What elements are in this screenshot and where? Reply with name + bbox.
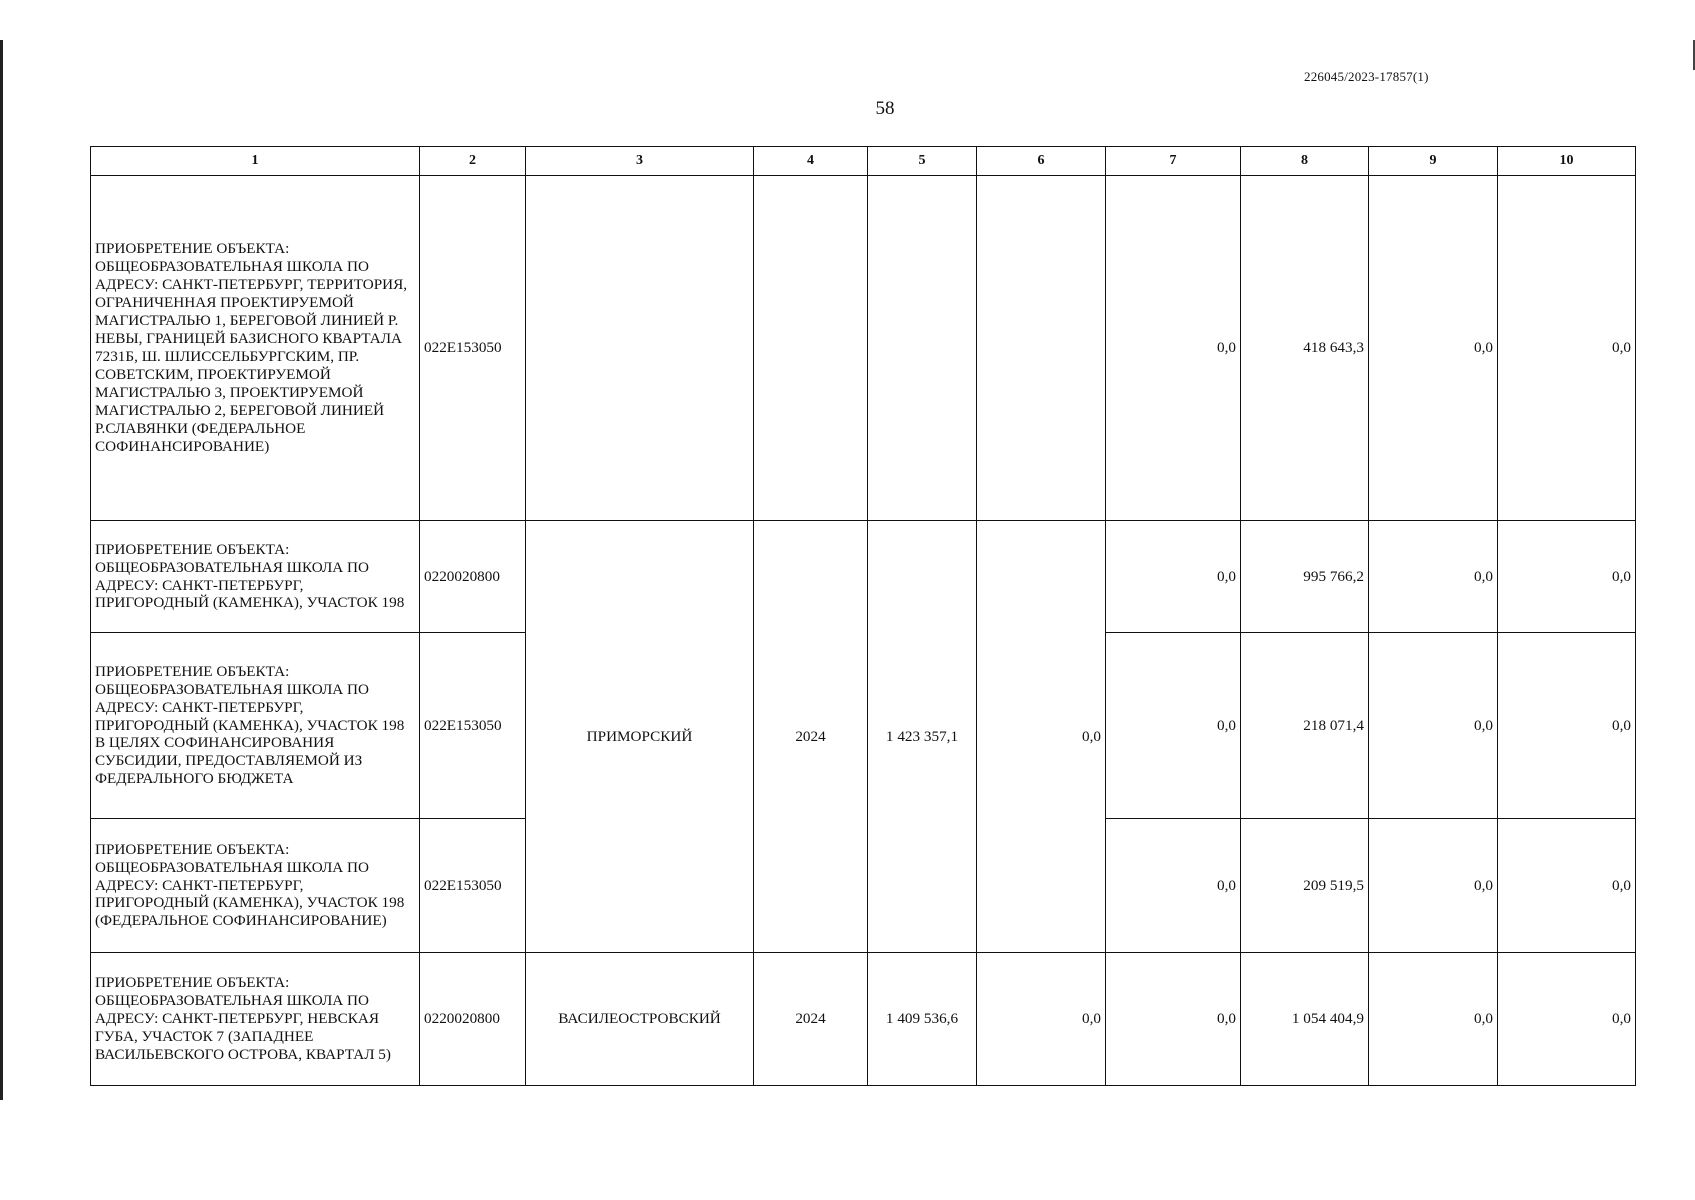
- row-col5-empty: [868, 176, 977, 521]
- row-district-empty: [526, 176, 754, 521]
- table-row: [91, 176, 1636, 521]
- row-col6-empty: [977, 176, 1106, 521]
- budget-table: [90, 146, 1636, 1086]
- row-col7: 0,0: [1106, 633, 1241, 819]
- row-col8: 418 643,3: [1241, 176, 1369, 521]
- row-col7: 0,0: [1106, 521, 1241, 633]
- row-code: 022E153050: [420, 176, 526, 521]
- document-id: 226045/2023-17857(1): [1304, 69, 1429, 84]
- header-col-9: 9: [1369, 147, 1498, 176]
- row-year-empty: [754, 176, 868, 521]
- row-col10: 0,0: [1498, 633, 1636, 819]
- row-col7: 0,0: [1106, 176, 1241, 521]
- header-col-1: 1: [91, 147, 420, 176]
- row-col8: 1 054 404,9: [1241, 953, 1369, 1086]
- row-description: ПРИОБРЕТЕНИЕ ОБЪЕКТА: ОБЩЕОБРАЗОВАТЕЛЬНАЯ ШКОЛА ПО АДРЕСУ: САНКТ-ПЕТЕРБУРГ, ТЕРРИТОРИЯ, ОГРАНИЧЕННАЯ ПРОЕКТИРУЕМОЙ МАГИСТРАЛЬЮ 1, БЕРЕГОВОЙ ЛИНИЕЙ Р. НЕВЫ, ГРАНИЦЕЙ БАЗИСНОГО КВАРТАЛА 7231Б, Ш. ШЛИССЕЛЬБУРГСКИМ, ПР. СОВЕТСКИМ, ПРОЕКТИРУЕМОЙ МАГИСТРАЛЬЮ 3, ПРОЕКТИРУЕМОЙ МАГИСТРАЛЬЮ 2, БЕРЕГОВОЙ ЛИНИЕЙ Р.СЛАВЯНКИ (ФЕДЕРАЛЬНОЕ СОФИНАНСИРОВАНИЕ): [91, 176, 420, 521]
- table-row: [91, 953, 1636, 1086]
- header-col-2: 2: [420, 147, 526, 176]
- row-description: ПРИОБРЕТЕНИЕ ОБЪЕКТА: ОБЩЕОБРАЗОВАТЕЛЬНАЯ ШКОЛА ПО АДРЕСУ: САНКТ-ПЕТЕРБУРГ, ПРИГОРОДНЫЙ (КАМЕНКА), УЧАСТОК 198 (ФЕДЕРАЛЬНОЕ СОФИНАНСИРОВАНИЕ): [91, 819, 420, 953]
- group-col6: 0,0: [977, 521, 1106, 953]
- row-col8: 209 519,5: [1241, 819, 1369, 953]
- row-code: 0220020800: [420, 521, 526, 633]
- row-col9: 0,0: [1369, 633, 1498, 819]
- row-col10: 0,0: [1498, 953, 1636, 1086]
- header-col-6: 6: [977, 147, 1106, 176]
- group-year: 2024: [754, 521, 868, 953]
- row-col9: 0,0: [1369, 819, 1498, 953]
- header-col-7: 7: [1106, 147, 1241, 176]
- row-district: ВАСИЛЕОСТРОВСКИЙ: [526, 953, 754, 1086]
- row-col7: 0,0: [1106, 953, 1241, 1086]
- row-code: 022E153050: [420, 633, 526, 819]
- row-col9: 0,0: [1369, 521, 1498, 633]
- group-col5: 1 423 357,1: [868, 521, 977, 953]
- header-col-4: 4: [754, 147, 868, 176]
- header-col-3: 3: [526, 147, 754, 176]
- row-code: 022E153050: [420, 819, 526, 953]
- header-col-5: 5: [868, 147, 977, 176]
- table-row: [91, 521, 1636, 633]
- row-description: ПРИОБРЕТЕНИЕ ОБЪЕКТА: ОБЩЕОБРАЗОВАТЕЛЬНАЯ ШКОЛА ПО АДРЕСУ: САНКТ-ПЕТЕРБУРГ, НЕВСКАЯ ГУБА, УЧАСТОК 7 (ЗАПАДНЕЕ ВАСИЛЬЕВСКОГО ОСТРОВА, КВАРТАЛ 5): [91, 953, 420, 1086]
- row-col10: 0,0: [1498, 176, 1636, 521]
- row-col9: 0,0: [1369, 176, 1498, 521]
- row-col8: 218 071,4: [1241, 633, 1369, 819]
- header-col-10: 10: [1498, 147, 1636, 176]
- row-description: ПРИОБРЕТЕНИЕ ОБЪЕКТА: ОБЩЕОБРАЗОВАТЕЛЬНАЯ ШКОЛА ПО АДРЕСУ: САНКТ-ПЕТЕРБУРГ, ПРИГОРОДНЫЙ (КАМЕНКА), УЧАСТОК 198: [91, 521, 420, 633]
- row-col9: 0,0: [1369, 953, 1498, 1086]
- row-col10: 0,0: [1498, 819, 1636, 953]
- row-col10: 0,0: [1498, 521, 1636, 633]
- row-col7: 0,0: [1106, 819, 1241, 953]
- scan-left-edge: [0, 40, 3, 1100]
- table-header-row: [91, 147, 1636, 176]
- row-year: 2024: [754, 953, 868, 1086]
- row-description: ПРИОБРЕТЕНИЕ ОБЪЕКТА: ОБЩЕОБРАЗОВАТЕЛЬНАЯ ШКОЛА ПО АДРЕСУ: САНКТ-ПЕТЕРБУРГ, ПРИГОРОДНЫЙ (КАМЕНКА), УЧАСТОК 198 В ЦЕЛЯХ СОФИНАНСИРОВАНИЯ СУБСИДИИ, ПРЕДОСТАВЛЯЕМОЙ ИЗ ФЕДЕРАЛЬНОГО БЮДЖЕТА: [91, 633, 420, 819]
- row-col6: 0,0: [977, 953, 1106, 1086]
- page-number: 58: [875, 98, 895, 119]
- group-district: ПРИМОРСКИЙ: [526, 521, 754, 953]
- header-col-8: 8: [1241, 147, 1369, 176]
- row-col8: 995 766,2: [1241, 521, 1369, 633]
- row-col5: 1 409 536,6: [868, 953, 977, 1086]
- row-code: 0220020800: [420, 953, 526, 1086]
